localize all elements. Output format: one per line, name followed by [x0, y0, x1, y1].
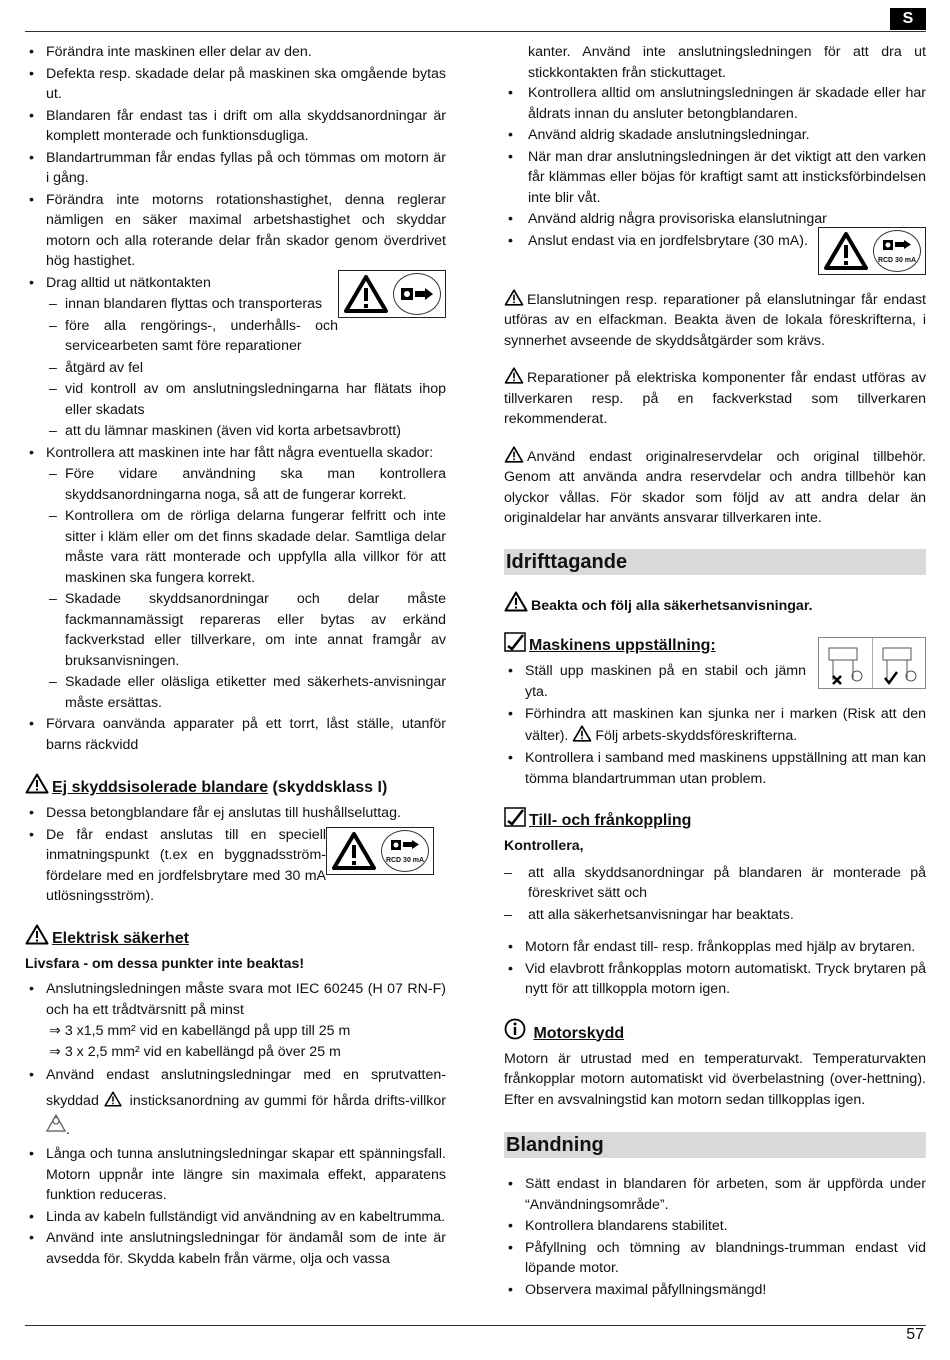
safety-list [25, 42, 446, 293]
right-column [504, 42, 926, 1301]
list-item: • Förhindra att maskinen kan sjunka ner i marken (Risk att den välter). Följ arbets-skyddsföreskrifterna. [504, 703, 926, 747]
warning-icon [504, 591, 528, 612]
continued-text: kanter. Använd inte anslutningsledningen för att dra ut stickkontakten från stickuttaget. [528, 44, 926, 81]
top-rule [25, 31, 926, 32]
warning-icon [25, 924, 49, 945]
dash-item: – att alla säkerhetsanvisningar har beaktats. [504, 905, 926, 926]
warning-icon [504, 289, 524, 306]
paragraph: Elanslutningen resp. reparationer på elanslutningar får endast utföras av en elfackman. Beakta även de lokala föreskrifterna, i synnerhet avseende de skyddsåtgärder som krävs. [504, 289, 926, 352]
list-item: • Påfyllning och tömning av blandnings-trumman endast vid löpande motor. [504, 1238, 926, 1279]
list-item: • Använd aldrig skadade anslutningsledningar. [504, 125, 926, 146]
list-item: • Blandartrumman får endas fyllas på och tömmas om motorn är i gång. [25, 148, 446, 189]
switch-dash-list [504, 863, 926, 926]
list-item: • Förändra inte maskinen eller delar av den. [25, 42, 446, 63]
paragraph: Motorn är utrustad med en temperaturvakt. Temperaturvakten frånkopplar motorn automatiskt vid överbelastning (over-hettning). Efter en avsvalningstid kan motorn sedan tillkopplas igen. [504, 1050, 926, 1108]
list-item: • Defekta resp. skadade delar på maskinen ska omgående bytas ut. [25, 64, 446, 105]
section-heading-commissioning: Idrifttagande [504, 549, 926, 575]
danger-warning: Livsfara - om dessa punkter inte beaktas! [25, 955, 305, 972]
unplug-dash-list [25, 294, 446, 442]
checklist-icon [504, 807, 526, 827]
cable-list [504, 83, 926, 264]
list-item: • Anslutningsledningen måste svara mot IEC 60245 (H 07 RN-F) och ha ett trådtvärsnitt på minst [25, 979, 446, 1020]
language-tab: S [890, 8, 926, 30]
rcd-pictogram [326, 827, 434, 875]
bottom-rule [25, 1325, 926, 1326]
switch-list [504, 937, 926, 1000]
warning-icon [572, 725, 592, 742]
rcd-pictogram [818, 227, 926, 275]
dash-item: – vid kontroll av om anslutningsledningarna har flätats ihop eller skadats [25, 379, 446, 420]
damage-list [25, 443, 446, 464]
left-column [25, 42, 446, 1270]
dash-item: – före alla rengörings-, underhålls- och servicearbeten samt före reparationer [25, 316, 446, 357]
warning-icon [823, 231, 869, 271]
section-heading-setup: Maskinens uppställning: [504, 632, 926, 657]
safety-notice: Beakta och följ alla säkerhetsanvisningar. [504, 591, 926, 617]
dash-item: – att alla skyddsanordningar på blandaren är monterade på föreskrivet sätt och [504, 863, 926, 904]
section-heading-switching: Till- och frånkoppling [504, 807, 926, 832]
section-heading-mixing: Blandning [504, 1132, 926, 1158]
rcd-plug-icon: • RCD 30 mA [873, 230, 921, 272]
list-item: • Förvara oanvända apparater på ett torrt, låst ställe, utanför barns räckvidd [25, 714, 446, 755]
list-item: • Förändra inte motorns rotationshastighet, denna reglerar nämligen en säker maximal arbetshastighet och skyddar motorn och alla roterande delar från skador genom överdrivet hög hastighet. [25, 190, 446, 272]
electrical-list [25, 979, 446, 1269]
list-item: • När man drar anslutningsledningen är det viktigt att den varken får klämmas eller böjas för kraftigt samt att insticksförbindelsen inte blir våt. [504, 147, 926, 209]
list-item: • Dessa betongblandare får ej anslutas till hushållseluttag. [25, 803, 446, 824]
section-heading-motor-protection: Motorskydd [504, 1018, 926, 1045]
list-item: • Kontrollera att maskinen inte har fått några eventuella skador: [25, 443, 446, 464]
list-item: • Ställ upp maskinen på en stabil och jämn yta. [504, 661, 926, 702]
setup-list [504, 661, 926, 789]
list-item: • Använd inte anslutningsledningar för ändamål som de inte är avsedda för. Skydda kabeln från värme, olja och vassa [25, 1228, 446, 1269]
list-item: • Vid elavbrott frånkopplas motorn automatiskt. Tryck brytaren på nytt för att tillkoppla motorn igen. [504, 959, 926, 1000]
warning-icon [504, 367, 524, 384]
section-heading-protection-class: Ej skyddsisolerade blandare (skyddsklass I) [25, 773, 446, 799]
rcd-plug-icon: • RCD 30 mA [381, 830, 429, 872]
list-item: • Kontrollera blandarens stabilitet. [504, 1216, 926, 1237]
dash-item: – att du lämnar maskinen (även vid korta arbetsavbrott) [25, 421, 446, 442]
list-item: • Observera maximal påfyllningsmängd! [504, 1280, 926, 1301]
list-item: • Kontrollera alltid om anslutningsledningen är skadade eller har åldrats innan du ansluter betongblandaren. [504, 83, 926, 124]
list-item: • RCD 30 mA Anslut endast via en jordfelsbrytare (30 mA). [504, 231, 926, 252]
checklist-icon [504, 632, 526, 652]
warning-icon [25, 773, 49, 794]
protection-class-list [25, 803, 446, 907]
warning-icon [504, 446, 524, 463]
list-item: • Blandaren får endast tas i drift om alla skyddsanordningar är komplett monterade och funktionsdugliga. [25, 106, 446, 147]
list-item: • Sätt endast in blandaren för arbeten, som är uppförda under “Användningsområde”. [504, 1174, 926, 1215]
info-icon [504, 1018, 526, 1040]
warning-icon [104, 1091, 122, 1107]
dash-item: – innan blandaren flyttas och transporteras [25, 294, 446, 315]
list-item: • Långa och tunna anslutningsledningar skapar ett spänningsfall. Motorn uppnår inte längre sin maximala effekt, apparatens funktion reduceras. [25, 1144, 446, 1206]
mixing-list [504, 1174, 926, 1300]
list-item-label: Drag alltid ut nätkontakten [46, 274, 211, 291]
damage-dash-list [25, 464, 446, 713]
list-item [25, 273, 446, 294]
section-heading-electrical-safety: Elektrisk säkerhet [25, 924, 446, 950]
list-item: • Motorn får endast till- resp. frånkopplas med hjälp av brytaren. [504, 937, 926, 958]
splash-proof-icon [46, 1114, 66, 1132]
dash-item: – Skadade eller oläsliga etiketter med säkerhets-anvisningar måste ersättas. [25, 672, 446, 713]
dash-item: – Före vidare användning ska man kontrollera skyddsanordningarna noga, så att de fungerar korrekt. [25, 464, 446, 505]
dash-item: – Kontrollera om de rörliga delarna fungerar felfritt och inte sitter i kläm eller om det finns skadade delar. Samtliga delar måste vara rätt monterade och uppfylla alla villkor för att maskinen ska fungera korrekt. [25, 506, 446, 588]
cable-spec: ⇒ 3 x1,5 mm² vid en kabellängd på upp till 25 m [49, 1023, 351, 1039]
dash-item: – Skadade skyddsanordningar och delar måste fackmannamässigt repareras eller bytas av erkänd fackverkstad eller tillverkare, om inte annat framgår av bruksanvisningen. [25, 589, 446, 671]
warning-icon [331, 831, 377, 871]
paragraph: Reparationer på elektriska komponenter får endast utföras av tillverkaren resp. på en fackverkstad som tillverkaren rekommenderat. [504, 367, 926, 430]
subheading: Kontrollera, [504, 838, 584, 854]
list-item: • Linda av kabeln fullständigt vid användning av en kabeltrumma. [25, 1207, 446, 1228]
page-number: 57 [906, 1326, 924, 1343]
dash-item: – åtgärd av fel [25, 358, 446, 379]
list-item: • RCD 30 mA De får endast anslutas till en speciell inmatningspunkt (t.ex en byggnadsström-fördelare med en jordfelsbrytare med 30 mA utlösningsström). [25, 825, 446, 907]
list-item: • Använd endast anslutningsledningar med en sprutvatten-skyddad insticksanordning av gummi för hårda drifts-villkor . [25, 1062, 446, 1143]
list-item: • Använd aldrig några provisoriska elanslutningar [504, 209, 926, 230]
cable-spec: ⇒ 3 x 2,5 mm² vid en kabellängd på över 25 m [49, 1043, 341, 1060]
paragraph: Använd endast originalreservdelar och original tillbehör. Genom att använda andra reservdelar och andra tillbehör kan olyckor vållas. För skador som följd av att andra delar än originaldelar har använts ansvarar tillverkaren inte. [504, 446, 926, 529]
list-item: • Kontrollera i samband med maskinens uppställning att man kan tömma blandartrumman utan problem. [504, 748, 926, 789]
storage-list [25, 714, 446, 755]
